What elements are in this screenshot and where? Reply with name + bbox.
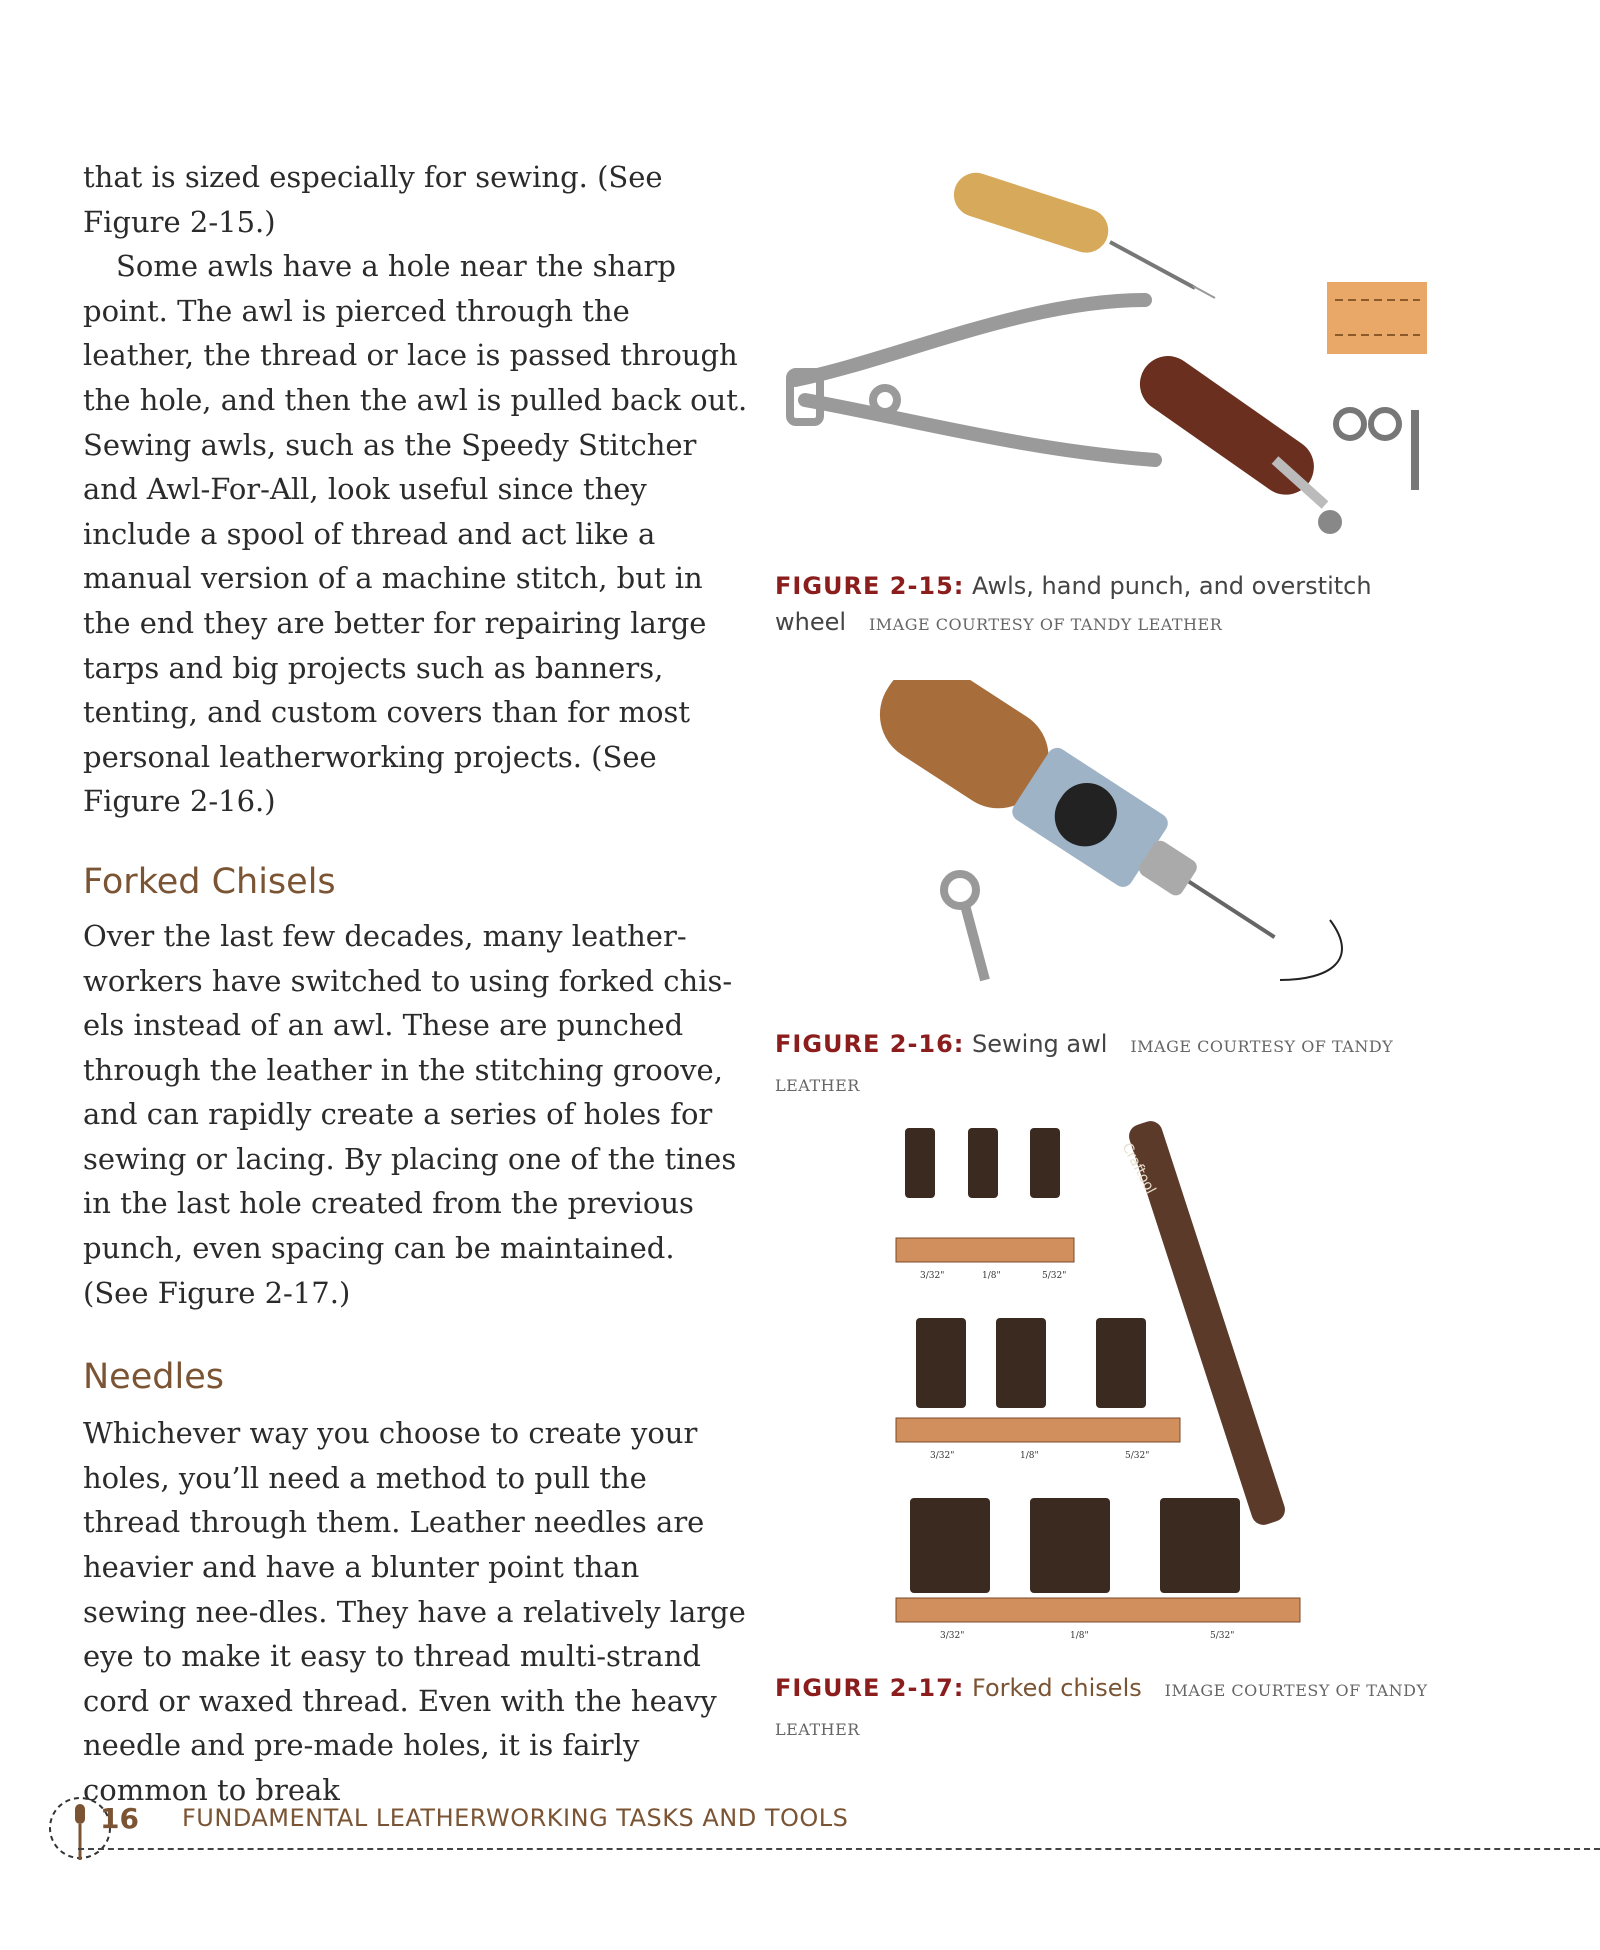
figure-2-16-image (860, 680, 1380, 1010)
tool-brand-label: Craftool (1118, 1140, 1159, 1197)
figure-2-15-image (775, 160, 1435, 560)
size-label: 5/32" (1210, 1631, 1235, 1641)
paragraph-1: that is sized especially for sewing. (See Figure 2-15.) (83, 160, 663, 239)
figure-2-15-caption (775, 568, 1435, 643)
running-title: FUNDAMENTAL LEATHERWORKING TASKS AND TOOLS (182, 1804, 849, 1832)
figure-title: Awls, hand punch, and overstitch wheel (775, 572, 1372, 636)
heading-forked-chisels: Forked Chisels (83, 861, 336, 902)
paragraph-4: Whichever way you choose to create your holes, you’ll need a method to pull the thread through them. Leather needles are heavier and have a blunter point than sewing nee-dles. They have a relatively large eye to make it easy to thread multi-strand cord or waxed thread. Even with the heavy needle and pre-made holes, it is fairly common to break (83, 1416, 746, 1807)
figure-2-17-image (890, 1118, 1330, 1658)
leather-strip (896, 1418, 1180, 1442)
chisel-row-2-prong (905, 1128, 1060, 1198)
figure-title: Forked chisels (972, 1674, 1142, 1702)
size-label: 1/8" (1070, 1631, 1089, 1641)
hand-punch-illustration (790, 300, 1155, 460)
figure-label: FIGURE 2-17: (775, 1674, 965, 1702)
figure-2-17-caption (775, 1670, 1435, 1748)
thread-line (1280, 920, 1342, 980)
size-label: 5/32" (1125, 1451, 1150, 1461)
figure-label: FIGURE 2-16: (775, 1030, 965, 1058)
chisel-row-6-prong (910, 1498, 1240, 1593)
sewing-awl-illustration (862, 680, 1302, 979)
size-label: 3/32" (940, 1631, 965, 1641)
main-text-column (83, 155, 748, 1813)
image-credit: IMAGE COURTESY OF TANDY LEATHER (868, 615, 1223, 634)
overstitch-wheel-illustration (1129, 345, 1342, 534)
figure-label: FIGURE 2-15: (775, 572, 965, 600)
paragraph-3: Over the last few decades, many leather-workers have switched to using forked chis-els instead of an awl. These are punched through the leather in the stitching groove, and can rapidly create a series of holes for sewing or lacing. By placing one of the tines in the last hole created from the previous punch, even spacing can be maintained. (See Figure 2-17.) (83, 918, 737, 1310)
image-credit: IMAGE COURTESY OF TANDY LEATHER (775, 1681, 1428, 1739)
paragraph-2: Some awls have a hole near the sharp point. The awl is pierced through the leather, the thread or lace is passed through the hole, and then the awl is pulled back out. Sewing awls, such as the Speedy Stitcher and Awl-For-All, look useful since they include a spool of thread and act like a manual version of a machine stitch, but in the end they are better for repairing large tarps and big projects such as banners, tenting, and custom covers than for most personal leatherworking projects. (See Figure 2-16.) (83, 249, 748, 819)
size-label: 1/8" (982, 1271, 1001, 1281)
figure-title: Sewing awl (972, 1030, 1108, 1058)
page-footer (0, 1790, 1600, 1870)
size-label: 1/8" (1020, 1451, 1039, 1461)
heading-needles: Needles (83, 1357, 224, 1398)
size-label: 3/32" (920, 1271, 945, 1281)
size-label: 5/32" (1042, 1271, 1067, 1281)
chisel-row-4-prong (916, 1318, 1146, 1408)
size-label: 3/32" (930, 1451, 955, 1461)
wrench-key-illustration (944, 874, 985, 980)
page-number: 16 (100, 1802, 139, 1835)
awl-illustration (948, 167, 1215, 298)
leather-strip (896, 1598, 1300, 1622)
leather-strip (896, 1238, 1074, 1262)
image-credit: IMAGE COURTESY OF TANDY LEATHER (775, 1037, 1394, 1095)
leather-swatch (1327, 282, 1427, 354)
figure-2-16-caption (775, 1026, 1435, 1104)
footer-dashed-rule (78, 1848, 1600, 1850)
